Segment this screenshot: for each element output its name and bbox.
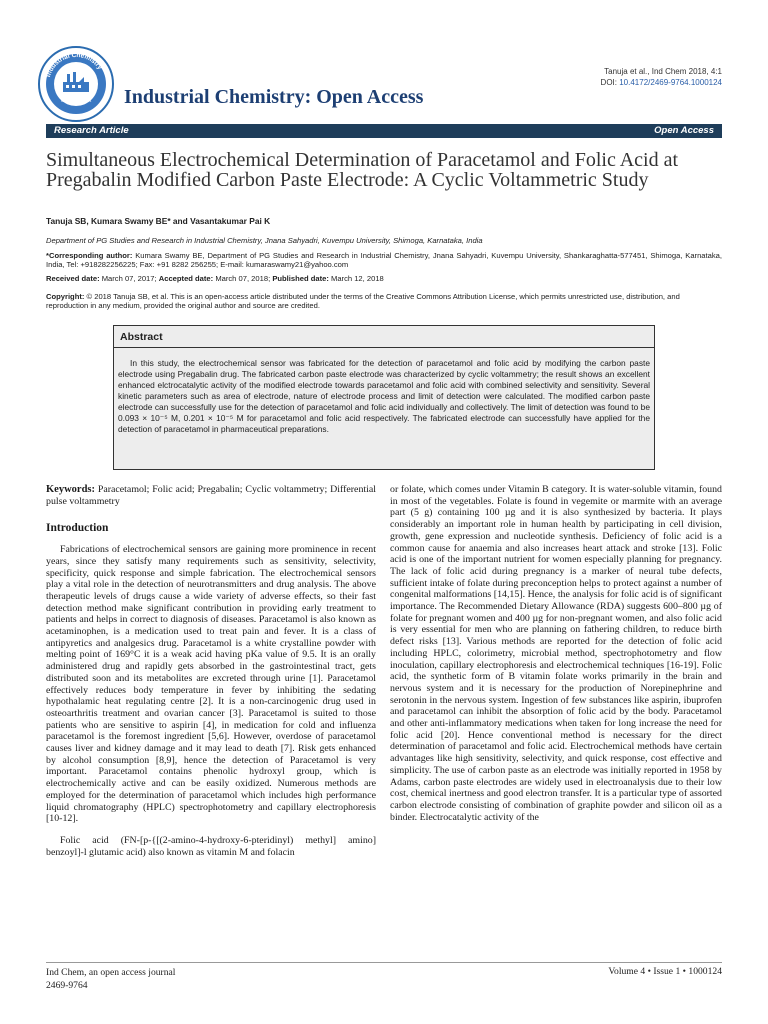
open-access-label: Open Access — [654, 125, 714, 136]
dates-line — [46, 274, 384, 283]
journal-logo — [36, 44, 116, 124]
right-paragraph-1: or folate, which comes under Vitamin B category. It is water-soluble vitamin, found in most of the vegetables. Folate is found in vegemite or marmite with an average part (5 g) containing 100 µg and it is also synthesized by bacteria. It plays considerably an important role in human health by participating in cell division, growth, gene expression and nucleotide synthesis. Deficiency of folic acid is a common cause for anaemia and also increases heart attack and stroke [13]. Folic acid is one of the important nutrient for women especially planning for pregnancy. The lack of folic acid during pregnancy is a marker of neural tube defects, sufficient intake of folate during preconception helps to protect against a number of congenital malformations [14,15]. Hence, the analysis for folic acid is of significant importance. The Recommended Dietary Allowance (RDA) suggests 600–800 µg of folate for pregnant women and 400 µg for non-pregnant women, and also folic acid is very essential for men who are planning on fathering children, to reduce birth defect risks [13]. Various methods are reported for the detection of folic acid including HPLC, colorimetry, microbial method, spectrophotometry and flow inoculation, capillary electrophoresis and electrochemical techniques [16-19]. Folic acid, the synthetic form of B vitamin folate works primarily in the brain and nervous system and it is necessary for the production of Norepinephrine and serotonin in the nervous system. Ingestion of few substances like aspirin, ibuprofen and paracetamol can inhibit the absorption of folic acid by the body. Paracetamol and other anti-inflammatory medications when taken for long increase the need for folic acid [20]. Hence conventional method is necessary for the direct determination of paracetamol and folic acid. Electrochemical methods have certain advantages like high sensitivity, selectivity, and quick response, cost effective and simplicity. The use of carbon paste as an electrode was initially reported in 1958 by Adams, carbon paste electrodes are widely used in electroanalysis due to their low cost, chemical inertness and good electron transfer. It is a particular type of assorted carbon electrode consisting of combination of graphite powder and silicon oil as a binder. Electrocatalytic activity of the — [390, 484, 722, 823]
corresponding-author — [46, 251, 722, 270]
intro-paragraph-1: Fabrications of electrochemical sensors are gaining more prominence in recent years, since they satisfy many requirements such as sensitivity, selectivity, specificity, quick response and simple fabrication. The electrochemical sensors play a vital role in the detection of neurotransmitters and drug analysis. The above therapeutic levels of drugs cause a wide variety of adverse effects, so their fast detection method make significant contribution in providing early treatment to patients and helps in correct to diagnosis of diseases. Paracetamol is also known as acetaminophen, is a medication used to treat pain and fever. It is a class of antipyretics and analgesics drug. Paracetamol is a white crystalline powder with melting point of 169°C it is a weak acid having pKa value of 9.5. It is an orally administered drug and rapidly gets absorbed in the gastrointestinal tract, gets distributed soon and its metabolites are excreted through urine [1]. Paracetamol effectively reduces body temperature in fever by inhibiting the sedating hypothalamic heat regulating centre [2]. It is a non-carcinogenic drug used in osteoarthritis treatment and ovarian cancer [3]. Paracetamol is suited to those patients who are sensitive to aspirin [4], in medication for cold and influenza paracetamol is the foremost ingredient [5,6]. However, overdose of paracetamol causes liver and kidney damage and it may lead to death [7]. Risk gets enhanced by alcohol consumption [8,9], hence the detection of Paracetamol is very important. Paracetamol contains phenolic hydroxyl group, which is electrochemically active and can be easily oxidized. Numerous methods are employed for the determination of paracetamol which includes high performance liquid chromatography (HPLC) spectrophotometry and capillary electrophoresis [10-12]. — [46, 544, 376, 825]
corresponding-label: *Corresponding author: — [46, 251, 133, 260]
body-right-column — [390, 484, 722, 823]
received-date: March 07, 2017; — [101, 274, 157, 283]
doi-line — [601, 77, 722, 88]
abstract-text: In this study, the electrochemical sensor was fabricated for the detection of paracetamol and folic acid by modifying the carbon paste electrode using Pregabalin drug. The fabricated carbon paste electrode was characterized by cyclic voltammetry; the result shows an excellent enhanced elctrocatalytic activity of the modified electrode towards paracetamol and folic acid with combined selectivity and sensitivity. Several kinetic parameters such as area of electrode, nature of electrode process and limit of detection were calculated. The modified carbon paste electrode can successfully use for the detection of paracetamol and folic acid individually and collectively. The limit of detection was found to be 0.093 × 10⁻⁵ M, 0.201 × 10⁻⁵ M for paracetamol and folic acid respectively. The fabricated electrode can successfully have applied for the detection of paracetamol in pharmaceutical preparations. — [118, 358, 650, 434]
keywords-label: Keywords: — [46, 484, 95, 495]
keywords: Paracetamol; Folic acid; Pregabalin; Cyclic voltammetry; Differential pulse voltammetry — [46, 484, 376, 507]
footer-journal — [46, 966, 175, 992]
logo-ring-text: Industrial Chemistry — [45, 51, 104, 78]
article-title: Simultaneous Electrochemical Determination of Paracetamol and Folic Acid at Pregabalin Modified Carbon Paste Electrode: A Cyclic Voltammetric Study — [46, 149, 679, 191]
citation-block — [601, 66, 722, 88]
article-type-bar — [46, 124, 722, 138]
authors: Tanuja SB, Kumara Swamy BE* and Vasantakumar Pai K — [46, 216, 271, 226]
footer-journal-name: Ind Chem, an open access journal — [46, 967, 176, 978]
published-date: March 12, 2018 — [331, 274, 384, 283]
intro-paragraph-2: Folic acid (FN-[p-{[(2-amino-4-hydroxy-6-pteridinyl) methyl] amino] benzoyl]-l glutamic acid) also known as vitamin M and folacin — [46, 834, 376, 858]
abstract-divider — [113, 347, 655, 348]
copyright-text: © 2018 Tanuja SB, et al. This is an open-access article distributed under the terms of the Creative Commons Attribution License, which permits unrestricted use, distribution, and reproduction in any medium, provided the original author and source are credited. — [46, 292, 680, 311]
footer-volume: Volume 4 • Issue 1 • 1000124 — [608, 966, 722, 977]
journal-name: Industrial Chemistry: Open Access — [124, 86, 424, 108]
footer-issn: 2469-9764 — [46, 980, 88, 991]
keywords-paragraph — [46, 484, 376, 507]
article-type: Research Article — [54, 125, 129, 136]
copyright-notice — [46, 292, 722, 311]
citation: Tanuja et al., Ind Chem 2018, 4:1 — [604, 67, 722, 76]
received-label: Received date: — [46, 274, 100, 283]
doi-label: DOI: — [600, 78, 617, 87]
body-left-column — [46, 484, 376, 858]
footer-divider — [46, 962, 722, 963]
doi-link[interactable]: 10.4172/2469-9764.1000124 — [619, 78, 722, 87]
accepted-label: Accepted date: — [158, 274, 214, 283]
corresponding-text: Kumara Swamy BE, Department of PG Studies and Research in Industrial Chemistry, Jnana Sahyadri, Kuvempu University, Shankaraghatta-577451, Shimoga, Karnataka, India, Tel: +918282256225; Fax: +91 8282 256255; E-mail: kumaraswamy21@yahoo.com — [46, 251, 722, 270]
published-label: Published date: — [272, 274, 329, 283]
abstract-heading: Abstract — [120, 331, 163, 343]
introduction-heading: Introduction — [46, 522, 109, 535]
copyright-label: Copyright: — [46, 292, 85, 301]
accepted-date: March 07, 2018; — [215, 274, 271, 283]
logo-issn: ISSN: 2469-9764 — [60, 98, 92, 103]
affiliation: Department of PG Studies and Research in Industrial Chemistry, Jnana Sahyadri, Kuvempu University, Shimoga, Karnataka, India — [46, 236, 483, 245]
